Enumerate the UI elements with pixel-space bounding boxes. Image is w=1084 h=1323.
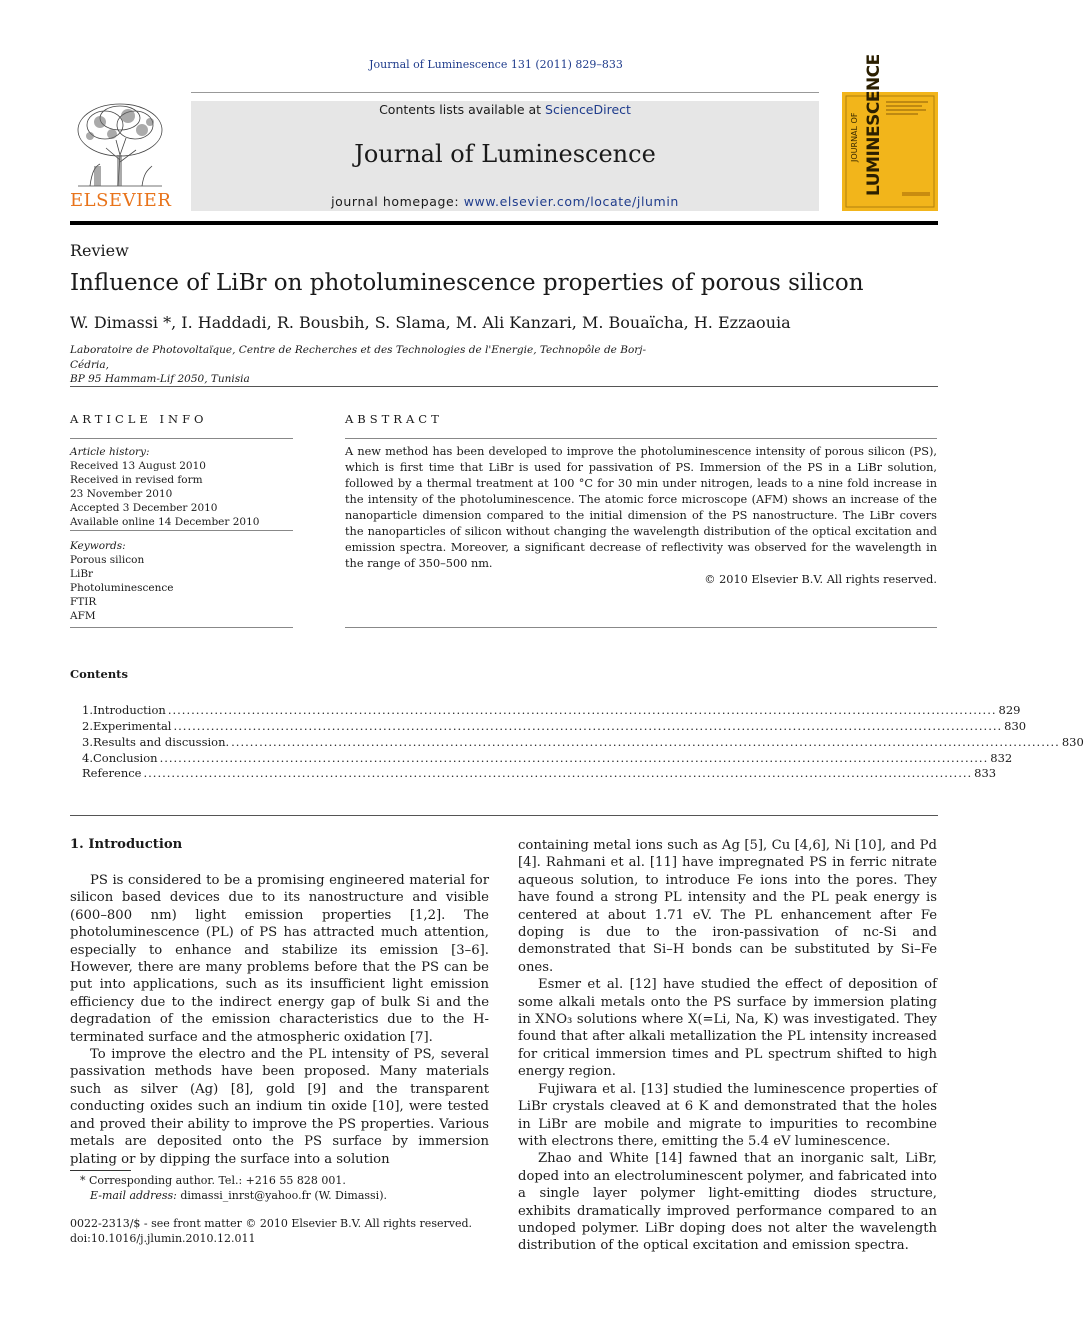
history-label: Article history: bbox=[70, 446, 150, 458]
paragraph: Fujiwara et al. [13] studied the luminescence properties of LiBr crystals cleaved at 6 K and demonstrated that the holes in LiBr are mobile and migrate to impurities to recombine with electrons there, emitting the 5.4 eV luminescence. bbox=[518, 1081, 937, 1149]
toc-label: Results and discussion. bbox=[92, 735, 230, 749]
history-item: Received 13 August 2010 bbox=[70, 460, 206, 472]
paragraph: To improve the electro and the PL intensity of PS, several passivation methods have been proposed. Many materials such as silver (Ag) [8], gold [9] and the transparent conducting oxides such an indium tin oxide [10], were tested and proved their ability to improve the PS properties. Various metals are deposited onto the PS surface by immersion plating or by dipping the surface into a solution bbox=[70, 1047, 489, 1167]
divider bbox=[70, 627, 293, 628]
body-column-left bbox=[70, 872, 489, 1168]
corresponding-author: * Corresponding author. Tel.: +216 55 828 001. bbox=[80, 1174, 346, 1187]
abstract-text: A new method has been developed to improve the photoluminescence intensity of porous silicon (PS), which is first time that LiBr is used for passivation of PS. Immersion of the PS in a LiBr solution, followed by a thermal treatment at 100 °C for 30 min under nitrogen, leads to a nine fold increase in the intensity of the photoluminescence. The atomic force microscope (AFM) shows an increase of the nanoparticle dimension compared to the initial dimension of the PS nanostructure. The LiBr covers the nanoparticles of silicon without changing the wavelength distribution of the optical excitation and emission spectra. Moreover, a significant decrease of reflectivity was observed for the wavelength in the range of 350–500 nm. bbox=[345, 445, 937, 570]
affiliation-line: Laboratoire de Photovoltaïque, Centre de Recherches et des Technologies de l'Energie, Technopôle de Borj-Cédria, bbox=[70, 344, 647, 371]
divider bbox=[70, 386, 938, 387]
toc-entry[interactable] bbox=[82, 751, 1013, 767]
contents-available bbox=[191, 102, 819, 117]
homepage-prefix: journal homepage: bbox=[331, 194, 464, 209]
section-heading: 1. Introduction bbox=[70, 837, 183, 852]
abstract-heading: ABSTRACT bbox=[345, 412, 443, 426]
article-info-heading: ARTICLE INFO bbox=[70, 412, 208, 426]
keyword: AFM bbox=[70, 610, 96, 622]
article-title: Influence of LiBr on photoluminescence properties of porous silicon bbox=[70, 270, 864, 296]
elsevier-logo[interactable] bbox=[70, 100, 170, 212]
divider bbox=[345, 438, 937, 439]
toc-label: Introduction bbox=[92, 703, 166, 717]
toc-label: Reference bbox=[82, 766, 142, 780]
body-column-right bbox=[518, 837, 937, 1255]
toc-entry[interactable] bbox=[82, 719, 1027, 735]
toc-leader: .................................................................................................................................................................................. bbox=[173, 719, 1003, 733]
abstract bbox=[345, 444, 937, 588]
keyword: Porous silicon bbox=[70, 554, 145, 566]
toc-number: 4. bbox=[82, 751, 93, 765]
paragraph: Zhao and White [14] fawned that an inorganic salt, LiBr, doped into an electroluminescent polymer, and fabricated into a single layer polymer light-emitting diodes structure, exhibits dramatically improved performance compared to an undoped polymer. LiBr doping does not alter the wavelength distribution of the optical excitation and emission spectra. bbox=[518, 1151, 937, 1254]
footnote-rule bbox=[70, 1170, 131, 1171]
email-address[interactable]: dimassi_inrst@yahoo.fr (W. Dimassi). bbox=[180, 1189, 387, 1202]
toc-leader: .................................................................................................................................................................................. bbox=[167, 703, 997, 717]
toc-entry[interactable] bbox=[82, 766, 997, 782]
cover-title: LUMINESCENCE bbox=[864, 54, 884, 196]
abstract-copyright: © 2010 Elsevier B.V. All rights reserved. bbox=[704, 573, 937, 586]
banner-top-rule bbox=[191, 92, 819, 93]
journal-cover[interactable] bbox=[842, 54, 938, 211]
running-head[interactable]: Journal of Luminescence 131 (2011) 829–833 bbox=[369, 58, 623, 71]
keywords bbox=[70, 539, 293, 623]
cover-small-title: JOURNAL OF bbox=[850, 112, 859, 162]
toc-page: 829 bbox=[998, 703, 1021, 717]
journal-homepage bbox=[191, 194, 819, 209]
affiliation bbox=[70, 343, 670, 387]
doi-line[interactable]: doi:10.1016/j.jlumin.2010.12.011 bbox=[70, 1232, 256, 1245]
divider bbox=[70, 530, 293, 531]
toc-number: 1. bbox=[82, 703, 93, 717]
keyword: FTIR bbox=[70, 596, 97, 608]
sciencedirect-link[interactable]: ScienceDirect bbox=[545, 102, 631, 117]
toc-page: 830 bbox=[1004, 719, 1027, 733]
history-item: Received in revised form bbox=[70, 474, 203, 486]
front-matter bbox=[70, 1216, 472, 1246]
divider bbox=[345, 627, 937, 628]
toc-entry[interactable] bbox=[82, 703, 1021, 719]
article-type: Review bbox=[70, 241, 129, 260]
keyword: LiBr bbox=[70, 568, 94, 580]
history-item: Available online 14 December 2010 bbox=[70, 516, 260, 528]
author-list: W. Dimassi *, I. Haddadi, R. Bousbih, S. Slama, M. Ali Kanzari, M. Bouaïcha, H. Ezzaouia bbox=[70, 313, 791, 332]
history-item: Accepted 3 December 2010 bbox=[70, 502, 218, 514]
footnote bbox=[70, 1173, 387, 1203]
affiliation-line: BP 95 Hammam-Lif 2050, Tunisia bbox=[70, 373, 250, 385]
issn-line: 0022-2313/$ - see front matter © 2010 Elsevier B.V. All rights reserved. bbox=[70, 1217, 472, 1230]
header-rule bbox=[70, 221, 938, 225]
paragraph: PS is considered to be a promising engineered material for silicon based devices due to its nanostructure and visible (600–800 nm) light emission properties [1,2]. The photoluminescence (PL) of PS has attracted much attention, especially to enhance and stabilize its emission [3–6]. However, there are many problems before that the PS can be put into applications, such as its insufficient light emission efficiency due to the indirect energy gap of bulk Si and the degradation of the emission characteristics due to the H-terminated surface and the atmospheric oxidation [7]. bbox=[70, 873, 489, 1045]
contents-prefix: Contents lists available at bbox=[379, 102, 546, 117]
journal-title: Journal of Luminescence bbox=[354, 140, 656, 168]
homepage-link[interactable]: www.elsevier.com/locate/jlumin bbox=[463, 194, 679, 209]
keyword: Photoluminescence bbox=[70, 582, 174, 594]
paragraph: containing metal ions such as Ag [5], Cu [4,6], Ni [10], and Pd [4]. Rahmani et al. [11] have impregnated PS in ferric nitrate aqueous solution, to introduce Fe ions into the pores. They have found a strong PL intensity and the PL peak energy is centered at about 1.71 eV. The PL enhancement after Fe doping is due to the iron-passivation of nc-Si and demonstrated that Si–H bonds can be substituted by Si–Fe ones. bbox=[518, 838, 937, 975]
history-item: 23 November 2010 bbox=[70, 488, 173, 500]
email-label: E-mail address: bbox=[90, 1189, 181, 1202]
toc-leader: .................................................................................................................................................................................. bbox=[143, 766, 973, 780]
toc-page: 830 bbox=[1061, 735, 1084, 749]
toc-leader: .................................................................................................................................................................................. bbox=[159, 751, 989, 765]
divider bbox=[70, 815, 938, 816]
email-line bbox=[70, 1188, 387, 1203]
publisher-name: ELSEVIER bbox=[70, 190, 172, 211]
article-history bbox=[70, 445, 293, 529]
contents-heading: Contents bbox=[70, 667, 128, 681]
paragraph: Esmer et al. [12] have studied the effect of deposition of some alkali metals onto the PS surface by immersion plating in XNO₃ solutions where X(=Li, Na, K) was investigated. They found that after alkali metallization the PL intensity increased for critical immersion times and PL spectrum shifted to high energy region. bbox=[518, 977, 937, 1080]
toc-label: Experimental bbox=[92, 719, 172, 733]
toc-leader: .................................................................................................................................................................................. bbox=[231, 735, 1060, 749]
toc-page: 832 bbox=[990, 751, 1013, 765]
toc-label: Conclusion bbox=[92, 751, 158, 765]
toc-number: 3. bbox=[82, 735, 93, 749]
toc-page: 833 bbox=[974, 766, 997, 780]
keywords-label: Keywords: bbox=[70, 540, 126, 552]
divider bbox=[70, 438, 293, 439]
toc-entry[interactable] bbox=[82, 735, 1084, 751]
toc-number: 2. bbox=[82, 719, 93, 733]
